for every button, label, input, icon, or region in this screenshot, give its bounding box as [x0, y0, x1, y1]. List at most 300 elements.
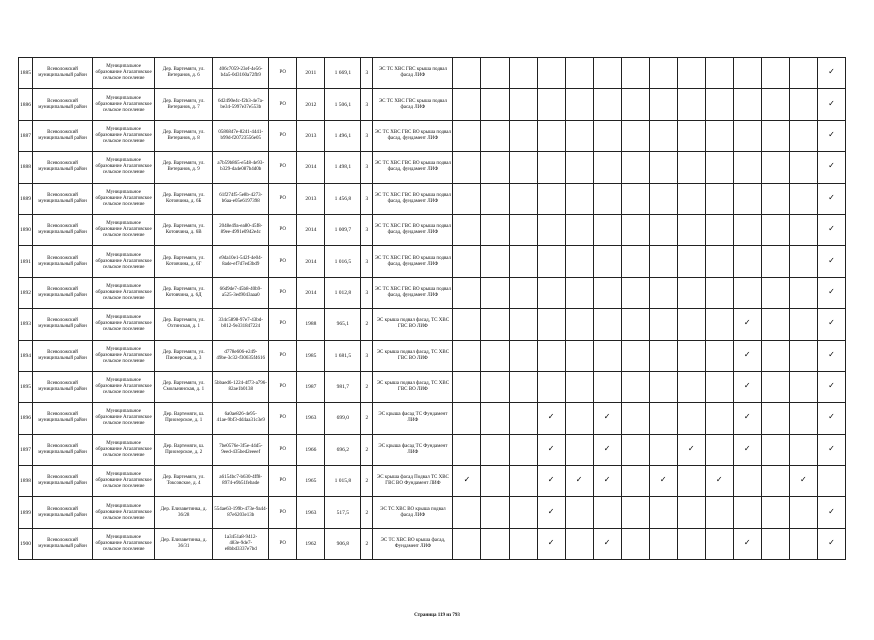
- cell-year: 2014: [297, 152, 325, 183]
- cell-row-number: 1897: [19, 434, 33, 465]
- cell-settlement: Муниципальное образование Агалатовское сельское поселение: [93, 309, 155, 340]
- cell-area: 1 498,1: [325, 152, 361, 183]
- cell-address: Дер. Вартемяги, ул. Ветеранов, д. 8: [155, 120, 213, 151]
- cell-check-9: [677, 277, 705, 308]
- cell-check-14: [817, 309, 845, 340]
- cell-check-3: [509, 58, 537, 89]
- cell-check-10: [705, 152, 733, 183]
- check-mark-icon: ✓: [828, 255, 835, 265]
- check-mark-icon: ✓: [547, 475, 555, 485]
- cell-check-9: [677, 309, 705, 340]
- cell-address: Дер. Вартемяги, ул. Ветеранов, д. 9: [155, 152, 213, 183]
- cell-check-6: [593, 183, 621, 214]
- cell-check-1: [453, 152, 481, 183]
- cell-area: 1 009,7: [325, 214, 361, 245]
- cell-settlement: Муниципальное образование Агалатовское сельское поселение: [93, 497, 155, 528]
- cell-area: 1 496,1: [325, 120, 361, 151]
- table-row: [19, 371, 846, 402]
- cell-check-7: [621, 58, 649, 89]
- cell-area: 1 012,8: [325, 277, 361, 308]
- cell-works: ЭС ТС ХВС ГВС ВО крыша подвал фасад, фундамент ЛИФ: [373, 277, 453, 308]
- table-row: [19, 434, 846, 465]
- cell-owner: РО: [269, 497, 297, 528]
- cell-check-4: [537, 403, 565, 434]
- cell-check-8: [649, 340, 677, 371]
- cell-municipality: Всеволожский муниципальный район: [33, 152, 93, 183]
- cell-check-12: [761, 152, 789, 183]
- check-mark-icon: ✓: [828, 506, 835, 516]
- cell-check-1: [453, 214, 481, 245]
- cell-check-13: [789, 246, 817, 277]
- check-mark-icon: ✓: [828, 224, 835, 234]
- table-row: [19, 58, 846, 89]
- cell-check-13: [789, 528, 817, 559]
- cell-address: Дер. Вартемяги, ул. Котовчина, д. 6В: [155, 214, 213, 245]
- cell-check-11: [733, 466, 761, 497]
- cell-check-4: [537, 497, 565, 528]
- cell-check-11: [733, 340, 761, 371]
- cell-check-3: [509, 277, 537, 308]
- cell-check-13: [789, 340, 817, 371]
- cell-cadastral-id: 6а0ае826-4е95-41ае-9bf3-dd4аа31с3е9: [213, 403, 269, 434]
- cell-check-3: [509, 214, 537, 245]
- cell-works: ЭС ТС ХВС ВО крыша фасад, Фундамент ЛИФ: [373, 528, 453, 559]
- cell-owner: РО: [269, 528, 297, 559]
- cell-check-6: [593, 89, 621, 120]
- cell-floors: 2: [361, 309, 373, 340]
- cell-year: 1963: [297, 403, 325, 434]
- cell-check-14: [817, 340, 845, 371]
- cell-check-11: [733, 403, 761, 434]
- cell-works: ЭС ТС ХВС ГВС ВО крыша подвал фасад, фундамент ЛИФ: [373, 152, 453, 183]
- check-mark-icon: ✓: [715, 475, 723, 485]
- cell-check-12: [761, 58, 789, 89]
- cell-check-11: [733, 214, 761, 245]
- check-mark-icon: ✓: [743, 318, 751, 328]
- cell-settlement: Муниципальное образование Агалатовское сельское поселение: [93, 214, 155, 245]
- cell-address: Дер. Вартемяги, ул. Охтинская, д. 1: [155, 309, 213, 340]
- cell-check-12: [761, 434, 789, 465]
- table-row: [19, 309, 846, 340]
- check-mark-icon: ✓: [828, 381, 835, 391]
- cell-check-9: [677, 528, 705, 559]
- cell-settlement: Муниципальное образование Агалатовское сельское поселение: [93, 89, 155, 120]
- check-mark-icon: ✓: [828, 192, 835, 202]
- cell-check-1: [453, 340, 481, 371]
- cell-municipality: Всеволожский муниципальный район: [33, 497, 93, 528]
- cell-owner: РО: [269, 214, 297, 245]
- check-mark-icon: ✓: [687, 443, 695, 453]
- cell-check-10: [705, 340, 733, 371]
- cell-cadastral-id: 6d2490е4с-f2b3-4е7а-bе34-5997е37е553b: [213, 89, 269, 120]
- cell-floors: 2: [361, 528, 373, 559]
- cell-check-8: [649, 89, 677, 120]
- cell-check-8: [649, 214, 677, 245]
- cell-check-9: [677, 214, 705, 245]
- cell-floors: 3: [361, 58, 373, 89]
- cell-settlement: Муниципальное образование Агалатовское сельское поселение: [93, 120, 155, 151]
- cell-check-11: [733, 89, 761, 120]
- check-mark-icon: ✓: [743, 412, 751, 422]
- check-mark-icon: ✓: [603, 443, 611, 453]
- cell-check-14: [817, 528, 845, 559]
- check-mark-icon: ✓: [828, 129, 835, 139]
- cell-cadastral-id: а6154bс7-b630-4ff8-8974-е9b51fеbаdе: [213, 466, 269, 497]
- cell-check-4: [537, 277, 565, 308]
- cell-check-6: [593, 120, 621, 151]
- cell-floors: 3: [361, 89, 373, 120]
- cell-check-3: [509, 340, 537, 371]
- cell-check-5: [565, 277, 593, 308]
- cell-check-6: [593, 309, 621, 340]
- cell-check-9: [677, 152, 705, 183]
- check-mark-icon: ✓: [603, 538, 611, 548]
- cell-check-10: [705, 214, 733, 245]
- cell-settlement: Муниципальное образование Агалатовское сельское поселение: [93, 152, 155, 183]
- cell-area: 1 506,1: [325, 89, 361, 120]
- cell-check-4: [537, 434, 565, 465]
- check-mark-icon: ✓: [828, 412, 835, 422]
- cell-check-7: [621, 371, 649, 402]
- cell-check-6: [593, 528, 621, 559]
- cell-settlement: Муниципальное образование Агалатовское сельское поселение: [93, 340, 155, 371]
- cell-check-2: [481, 434, 509, 465]
- table-row: [19, 528, 846, 559]
- cell-check-3: [509, 89, 537, 120]
- cell-check-8: [649, 434, 677, 465]
- cell-address: Дер. Вартемяги, ул. Ветеранов, д. 7: [155, 89, 213, 120]
- cell-check-7: [621, 403, 649, 434]
- cell-row-number: 1896: [19, 403, 33, 434]
- cell-municipality: Всеволожский муниципальный район: [33, 246, 93, 277]
- cell-check-12: [761, 403, 789, 434]
- cell-owner: РО: [269, 466, 297, 497]
- cell-area: 517,5: [325, 497, 361, 528]
- cell-area: 965,1: [325, 309, 361, 340]
- cell-settlement: Муниципальное образование Агалатовское сельское поселение: [93, 183, 155, 214]
- cell-check-13: [789, 403, 817, 434]
- cell-check-11: [733, 371, 761, 402]
- cell-area: 1 015,8: [325, 466, 361, 497]
- cell-municipality: Всеволожский муниципальный район: [33, 309, 93, 340]
- cell-cadastral-id: 406с7059-23еf-4е56-b4а5-0d3160а72fb9: [213, 58, 269, 89]
- cell-year: 1963: [297, 497, 325, 528]
- cell-check-7: [621, 183, 649, 214]
- cell-check-4: [537, 466, 565, 497]
- cell-address: Дер. Вартемяги, ул. Смольнинская, д. 1: [155, 371, 213, 402]
- cell-check-3: [509, 403, 537, 434]
- cell-check-9: [677, 89, 705, 120]
- check-mark-icon: ✓: [547, 443, 555, 453]
- cell-check-7: [621, 120, 649, 151]
- cell-check-5: [565, 403, 593, 434]
- cell-year: 2014: [297, 214, 325, 245]
- cell-year: 2014: [297, 277, 325, 308]
- cell-check-3: [509, 466, 537, 497]
- cell-check-3: [509, 528, 537, 559]
- cell-works: ЭС ТС ХВС ВО крыша подвал фасад ЛИФ: [373, 497, 453, 528]
- cell-municipality: Всеволожский муниципальный район: [33, 466, 93, 497]
- cell-check-12: [761, 528, 789, 559]
- check-mark-icon: ✓: [743, 381, 751, 391]
- cell-check-1: [453, 528, 481, 559]
- cell-check-5: [565, 309, 593, 340]
- cell-check-3: [509, 183, 537, 214]
- cell-check-5: [565, 528, 593, 559]
- cell-area: 981,7: [325, 371, 361, 402]
- cell-check-5: [565, 120, 593, 151]
- cell-works: ЭС ТС ХВС ГВС ВО крыша подвал фасад, фундамент ЛИФ: [373, 183, 453, 214]
- cell-row-number: 1898: [19, 466, 33, 497]
- cell-check-10: [705, 58, 733, 89]
- cell-check-4: [537, 214, 565, 245]
- cell-check-10: [705, 434, 733, 465]
- check-mark-icon: ✓: [603, 412, 611, 422]
- cell-check-14: [817, 403, 845, 434]
- cell-check-6: [593, 277, 621, 308]
- cell-check-14: [817, 466, 845, 497]
- cell-check-13: [789, 152, 817, 183]
- cell-check-14: [817, 371, 845, 402]
- check-mark-icon: ✓: [828, 98, 835, 108]
- cell-cadastral-id: 334с5898-97е7-43bd-b012-9е331847224: [213, 309, 269, 340]
- cell-year: 1987: [297, 371, 325, 402]
- cell-check-2: [481, 183, 509, 214]
- cell-settlement: Муниципальное образование Агалатовское сельское поселение: [93, 466, 155, 497]
- cell-area: 1 456,8: [325, 183, 361, 214]
- cell-cadastral-id: 7bе0576е-3f5е-44d5-9ееd-435bеd2ееееf: [213, 434, 269, 465]
- cell-check-5: [565, 214, 593, 245]
- cell-cadastral-id: 5bbаеd6-1224-4f73-а796-82ае1b0138: [213, 371, 269, 402]
- cell-check-2: [481, 340, 509, 371]
- cell-check-10: [705, 183, 733, 214]
- cell-check-7: [621, 340, 649, 371]
- cell-check-14: [817, 152, 845, 183]
- cell-check-11: [733, 309, 761, 340]
- cell-check-8: [649, 371, 677, 402]
- cell-check-12: [761, 371, 789, 402]
- cell-check-1: [453, 89, 481, 120]
- check-mark-icon: ✓: [828, 538, 835, 548]
- cell-row-number: 1885: [19, 58, 33, 89]
- check-mark-icon: ✓: [799, 475, 807, 485]
- check-mark-icon: ✓: [547, 412, 555, 422]
- cell-check-2: [481, 89, 509, 120]
- cell-check-8: [649, 528, 677, 559]
- cell-check-7: [621, 466, 649, 497]
- cell-row-number: 1893: [19, 309, 33, 340]
- cell-works: ЭС крыша фасад Подвал ТС ХВС ГВС ВО Фундамент ЛИФ: [373, 466, 453, 497]
- cell-area: 699,0: [325, 403, 361, 434]
- cell-settlement: Муниципальное образование Агалатовское сельское поселение: [93, 277, 155, 308]
- cell-check-13: [789, 214, 817, 245]
- cell-area: 696,2: [325, 434, 361, 465]
- cell-check-2: [481, 277, 509, 308]
- check-mark-icon: ✓: [828, 443, 835, 453]
- cell-cadastral-id: 554ае63-199b-473е-9а44-87е6203е13b: [213, 497, 269, 528]
- cell-owner: РО: [269, 403, 297, 434]
- cell-check-14: [817, 183, 845, 214]
- cell-address: Дер. Вартемяги, ул. Котовчина, д. 6Б: [155, 183, 213, 214]
- cell-check-12: [761, 309, 789, 340]
- cell-area: 1 681,5: [325, 340, 361, 371]
- cell-settlement: Муниципальное образование Агалатовское сельское поселение: [93, 58, 155, 89]
- cell-check-3: [509, 309, 537, 340]
- cell-check-9: [677, 246, 705, 277]
- cell-address: Дер. Вартемяги, ш. Приозерское, д. 1: [155, 403, 213, 434]
- cell-check-11: [733, 120, 761, 151]
- cell-check-8: [649, 152, 677, 183]
- cell-row-number: 1900: [19, 528, 33, 559]
- cell-check-3: [509, 246, 537, 277]
- cell-year: 2013: [297, 183, 325, 214]
- cell-check-12: [761, 277, 789, 308]
- cell-check-13: [789, 89, 817, 120]
- check-mark-icon: ✓: [659, 475, 667, 485]
- cell-check-10: [705, 277, 733, 308]
- cell-check-8: [649, 277, 677, 308]
- cell-settlement: Муниципальное образование Агалатовское сельское поселение: [93, 403, 155, 434]
- cell-check-2: [481, 120, 509, 151]
- cell-check-10: [705, 120, 733, 151]
- check-mark-icon: ✓: [828, 161, 835, 171]
- table-body: [19, 58, 846, 560]
- cell-municipality: Всеволожский муниципальный район: [33, 214, 93, 245]
- cell-area: 906,8: [325, 528, 361, 559]
- cell-check-11: [733, 497, 761, 528]
- cell-year: 1985: [297, 340, 325, 371]
- cell-owner: РО: [269, 277, 297, 308]
- cell-settlement: Муниципальное образование Агалатовское сельское поселение: [93, 434, 155, 465]
- table-row: [19, 183, 846, 214]
- cell-municipality: Всеволожский муниципальный район: [33, 120, 93, 151]
- cell-check-7: [621, 152, 649, 183]
- table-row: [19, 466, 846, 497]
- check-mark-icon: ✓: [547, 506, 555, 516]
- cell-row-number: 1888: [19, 152, 33, 183]
- cell-settlement: Муниципальное образование Агалатовское сельское поселение: [93, 371, 155, 402]
- check-mark-icon: ✓: [547, 538, 555, 548]
- cell-check-5: [565, 434, 593, 465]
- cell-check-10: [705, 246, 733, 277]
- cell-year: 1962: [297, 528, 325, 559]
- cell-check-9: [677, 403, 705, 434]
- table-row: [19, 246, 846, 277]
- cell-cadastral-id: 61f274f5-5е8b-4273-b6аа-е05е6197398: [213, 183, 269, 214]
- cell-check-12: [761, 120, 789, 151]
- cell-check-3: [509, 434, 537, 465]
- cell-check-4: [537, 246, 565, 277]
- table-row: [19, 277, 846, 308]
- cell-check-4: [537, 58, 565, 89]
- cell-check-4: [537, 340, 565, 371]
- cell-check-12: [761, 214, 789, 245]
- cell-check-9: [677, 371, 705, 402]
- cell-check-10: [705, 466, 733, 497]
- cell-owner: РО: [269, 340, 297, 371]
- cell-address: Дер. Вартемяги, ул. Ветеранов, д. 6: [155, 58, 213, 89]
- cell-row-number: 1887: [19, 120, 33, 151]
- page-footer: Страница 119 из 793: [414, 613, 460, 618]
- cell-works: ЭС крыша подвал фасад, ТС ХВС ГВС ВО ЛИФ: [373, 371, 453, 402]
- cell-cadastral-id: 2048е49а-еа80-45f8-89ее-4991е0942е4с: [213, 214, 269, 245]
- cell-check-6: [593, 152, 621, 183]
- cell-address: Дер. Вартемяги, ул. Пионерская, д. 3: [155, 340, 213, 371]
- cell-settlement: Муниципальное образование Агалатовское сельское поселение: [93, 246, 155, 277]
- check-mark-icon: ✓: [743, 349, 751, 359]
- cell-check-4: [537, 183, 565, 214]
- cell-check-8: [649, 58, 677, 89]
- cell-municipality: Всеволожский муниципальный район: [33, 89, 93, 120]
- cell-cadastral-id: а7b59b865-е548-4е93-b329-dа4е087b4d0b: [213, 152, 269, 183]
- cell-check-2: [481, 497, 509, 528]
- check-mark-icon: ✓: [743, 443, 751, 453]
- cell-floors: 2: [361, 403, 373, 434]
- cell-check-1: [453, 120, 481, 151]
- cell-works: ЭС ТС ХВС ГВС ВО крыша подвал фасад, фундамент ЛИФ: [373, 246, 453, 277]
- cell-check-10: [705, 528, 733, 559]
- cell-check-5: [565, 371, 593, 402]
- cell-check-14: [817, 277, 845, 308]
- cell-floors: 3: [361, 120, 373, 151]
- cell-check-14: [817, 120, 845, 151]
- cell-check-11: [733, 528, 761, 559]
- cell-check-4: [537, 89, 565, 120]
- cell-check-1: [453, 58, 481, 89]
- cell-check-6: [593, 214, 621, 245]
- cell-check-1: [453, 309, 481, 340]
- cell-check-11: [733, 246, 761, 277]
- cell-check-5: [565, 340, 593, 371]
- cell-check-14: [817, 89, 845, 120]
- cell-check-12: [761, 497, 789, 528]
- cell-cadastral-id: 1а3451а8-9412-483е-9dе7-е8bbd3337е7bd: [213, 528, 269, 559]
- cell-municipality: Всеволожский муниципальный район: [33, 403, 93, 434]
- cell-check-13: [789, 466, 817, 497]
- cell-check-13: [789, 371, 817, 402]
- cell-check-2: [481, 528, 509, 559]
- cell-floors: 3: [361, 152, 373, 183]
- cell-cadastral-id: 0586847е-8241-4441-b99d-f20723556е05: [213, 120, 269, 151]
- cell-check-4: [537, 528, 565, 559]
- check-mark-icon: ✓: [828, 349, 835, 359]
- cell-check-13: [789, 183, 817, 214]
- cell-cadastral-id: d778е606-е249-49bе-3с32-f30635f4616: [213, 340, 269, 371]
- cell-cadastral-id: 66d9dе7-45b8-40b9-а525-3еd9043ааа0: [213, 277, 269, 308]
- cell-owner: РО: [269, 183, 297, 214]
- cell-check-12: [761, 246, 789, 277]
- check-mark-icon: ✓: [828, 67, 835, 77]
- cell-floors: 2: [361, 371, 373, 402]
- cell-year: 2012: [297, 89, 325, 120]
- cell-check-1: [453, 371, 481, 402]
- cell-check-6: [593, 434, 621, 465]
- cell-check-1: [453, 403, 481, 434]
- cell-check-13: [789, 120, 817, 151]
- cell-check-8: [649, 497, 677, 528]
- cell-address: Дер. Вартемяги, ш. Приозерское, д. 2: [155, 434, 213, 465]
- cell-row-number: 1889: [19, 183, 33, 214]
- check-mark-icon: ✓: [603, 475, 611, 485]
- cell-row-number: 1891: [19, 246, 33, 277]
- cell-check-5: [565, 58, 593, 89]
- cell-row-number: 1892: [19, 277, 33, 308]
- cell-check-8: [649, 403, 677, 434]
- cell-works: ЭС крыша подвал фасад, ТС ХВС ГВС ВО ЛИФ: [373, 340, 453, 371]
- cell-address: Дер. Вартемяги, ул. Токсовское, д. 4: [155, 466, 213, 497]
- cell-check-6: [593, 371, 621, 402]
- cell-check-14: [817, 58, 845, 89]
